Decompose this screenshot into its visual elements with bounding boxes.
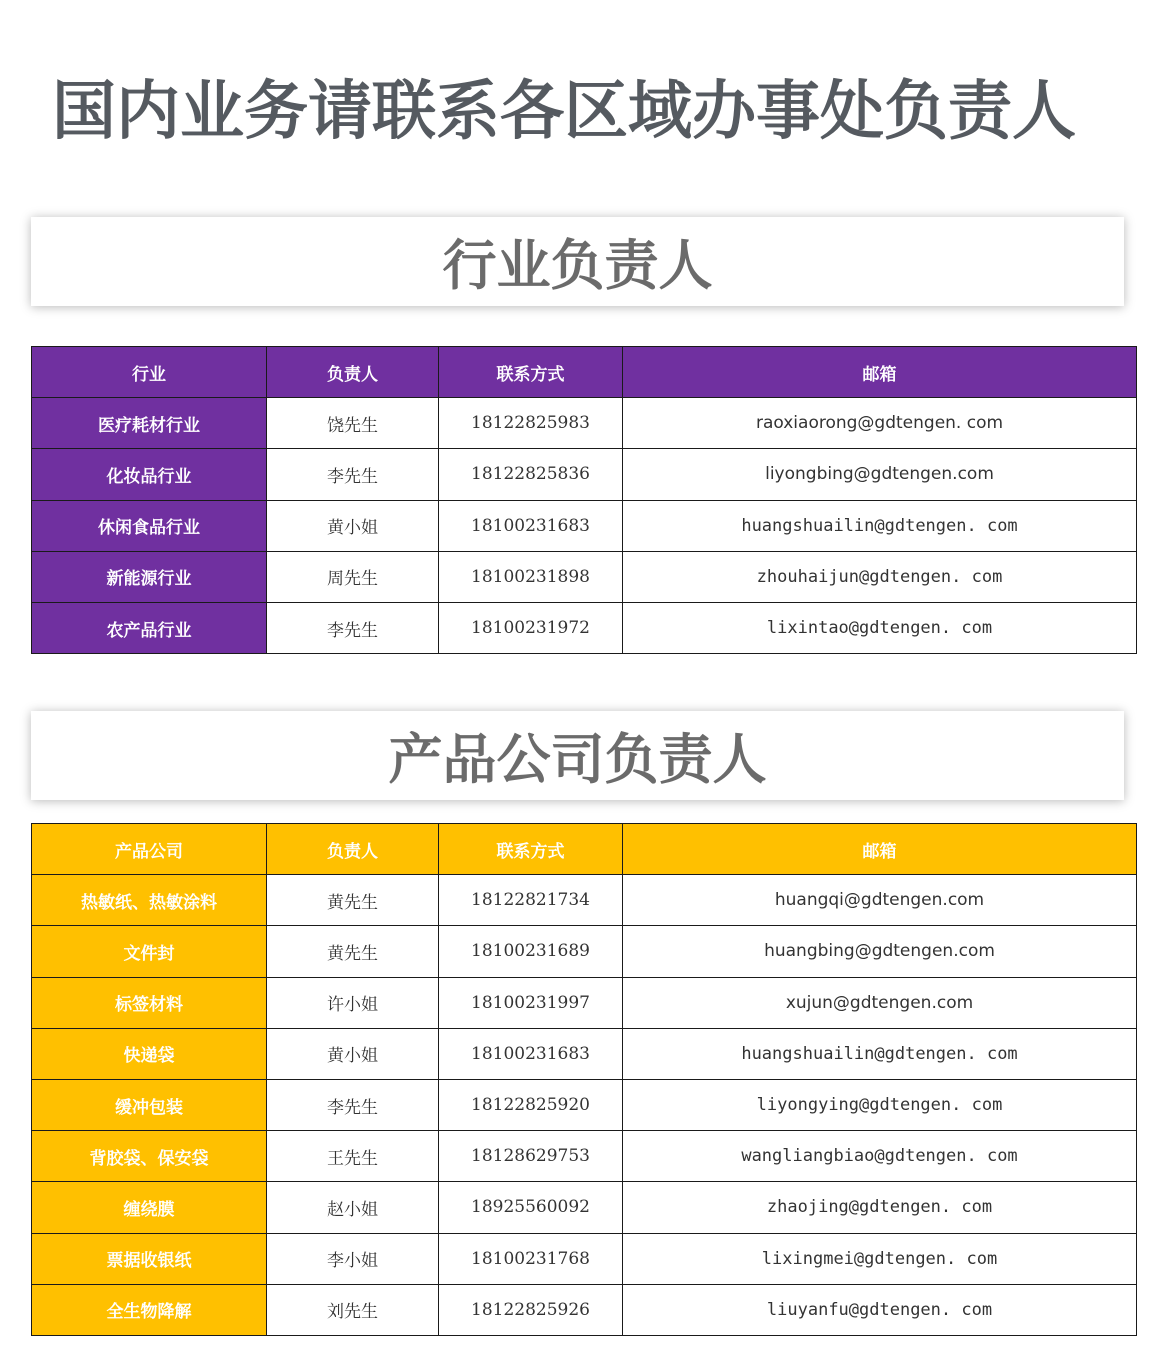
person-cell: 周先生 (267, 551, 439, 602)
table-row (32, 1131, 1137, 1182)
table-row (32, 1028, 1137, 1079)
phone-cell: 18100231898 (439, 551, 623, 602)
phone-cell: 18100231689 (439, 926, 623, 977)
column-header-email: 邮箱 (623, 824, 1137, 875)
table-row (32, 1182, 1137, 1233)
table-row (32, 449, 1137, 500)
phone-cell: 18122825926 (439, 1284, 623, 1335)
person-cell: 黄先生 (267, 875, 439, 926)
person-cell: 李小姐 (267, 1233, 439, 1284)
phone-cell: 18925560092 (439, 1182, 623, 1233)
email-cell: lixintao@gdtengen. com (623, 602, 1137, 653)
phone-cell: 18122825920 (439, 1079, 623, 1130)
category-cell: 快递袋 (32, 1028, 267, 1079)
industry-contact-table (31, 346, 1137, 654)
product-table-body (32, 875, 1137, 1336)
email-cell: huangshuailin@gdtengen. com (623, 1028, 1137, 1079)
column-header-person: 负责人 (267, 824, 439, 875)
page-title: 国内业务请联系各区域办事处负责人 (52, 75, 1076, 149)
email-cell: liuyanfu@gdtengen. com (623, 1284, 1137, 1335)
table-row (32, 602, 1137, 653)
phone-cell: 18122825983 (439, 398, 623, 449)
column-header-email: 邮箱 (623, 347, 1137, 398)
person-cell: 李先生 (267, 602, 439, 653)
column-header-product-company: 产品公司 (32, 824, 267, 875)
column-header-phone: 联系方式 (439, 824, 623, 875)
table-header-row (32, 347, 1137, 398)
person-cell: 许小姐 (267, 977, 439, 1028)
category-cell: 缓冲包装 (32, 1079, 267, 1130)
table-row (32, 500, 1137, 551)
category-cell: 热敏纸、热敏涂料 (32, 875, 267, 926)
column-header-person: 负责人 (267, 347, 439, 398)
phone-cell: 18100231997 (439, 977, 623, 1028)
table-row (32, 875, 1137, 926)
industry-table-body (32, 398, 1137, 654)
category-cell: 农产品行业 (32, 602, 267, 653)
category-cell: 文件封 (32, 926, 267, 977)
product-section-banner (31, 711, 1124, 800)
category-cell: 医疗耗材行业 (32, 398, 267, 449)
phone-cell: 18122821734 (439, 875, 623, 926)
person-cell: 刘先生 (267, 1284, 439, 1335)
email-cell: xujun@gdtengen.com (623, 977, 1137, 1028)
category-cell: 化妆品行业 (32, 449, 267, 500)
person-cell: 李先生 (267, 449, 439, 500)
column-header-industry: 行业 (32, 347, 267, 398)
industry-section-banner (31, 217, 1124, 306)
category-cell: 休闲食品行业 (32, 500, 267, 551)
category-cell: 标签材料 (32, 977, 267, 1028)
phone-cell: 18100231768 (439, 1233, 623, 1284)
email-cell: huangbing@gdtengen.com (623, 926, 1137, 977)
email-cell: zhouhaijun@gdtengen. com (623, 551, 1137, 602)
person-cell: 王先生 (267, 1131, 439, 1182)
category-cell: 票据收银纸 (32, 1233, 267, 1284)
person-cell: 黄小姐 (267, 1028, 439, 1079)
column-header-phone: 联系方式 (439, 347, 623, 398)
table-row (32, 1284, 1137, 1335)
category-cell: 新能源行业 (32, 551, 267, 602)
email-cell: huangqi@gdtengen.com (623, 875, 1137, 926)
product-section-title: 产品公司负责人 (388, 728, 767, 791)
table-row (32, 926, 1137, 977)
email-cell: liyongying@gdtengen. com (623, 1079, 1137, 1130)
phone-cell: 18100231972 (439, 602, 623, 653)
table-row (32, 398, 1137, 449)
table-row (32, 977, 1137, 1028)
table-row (32, 1079, 1137, 1130)
phone-cell: 18100231683 (439, 1028, 623, 1079)
table-row (32, 551, 1137, 602)
email-cell: lixingmei@gdtengen. com (623, 1233, 1137, 1284)
email-cell: liyongbing@gdtengen.com (623, 449, 1137, 500)
table-row (32, 1233, 1137, 1284)
person-cell: 黄先生 (267, 926, 439, 977)
person-cell: 黄小姐 (267, 500, 439, 551)
person-cell: 饶先生 (267, 398, 439, 449)
category-cell: 缠绕膜 (32, 1182, 267, 1233)
category-cell: 全生物降解 (32, 1284, 267, 1335)
phone-cell: 18122825836 (439, 449, 623, 500)
category-cell: 背胶袋、保安袋 (32, 1131, 267, 1182)
phone-cell: 18128629753 (439, 1131, 623, 1182)
phone-cell: 18100231683 (439, 500, 623, 551)
industry-section-title: 行业负责人 (442, 234, 713, 297)
person-cell: 赵小姐 (267, 1182, 439, 1233)
table-header-row (32, 824, 1137, 875)
email-cell: wangliangbiao@gdtengen. com (623, 1131, 1137, 1182)
email-cell: raoxiaorong@gdtengen. com (623, 398, 1137, 449)
email-cell: huangshuailin@gdtengen. com (623, 500, 1137, 551)
email-cell: zhaojing@gdtengen. com (623, 1182, 1137, 1233)
person-cell: 李先生 (267, 1079, 439, 1130)
product-contact-table (31, 823, 1137, 1336)
